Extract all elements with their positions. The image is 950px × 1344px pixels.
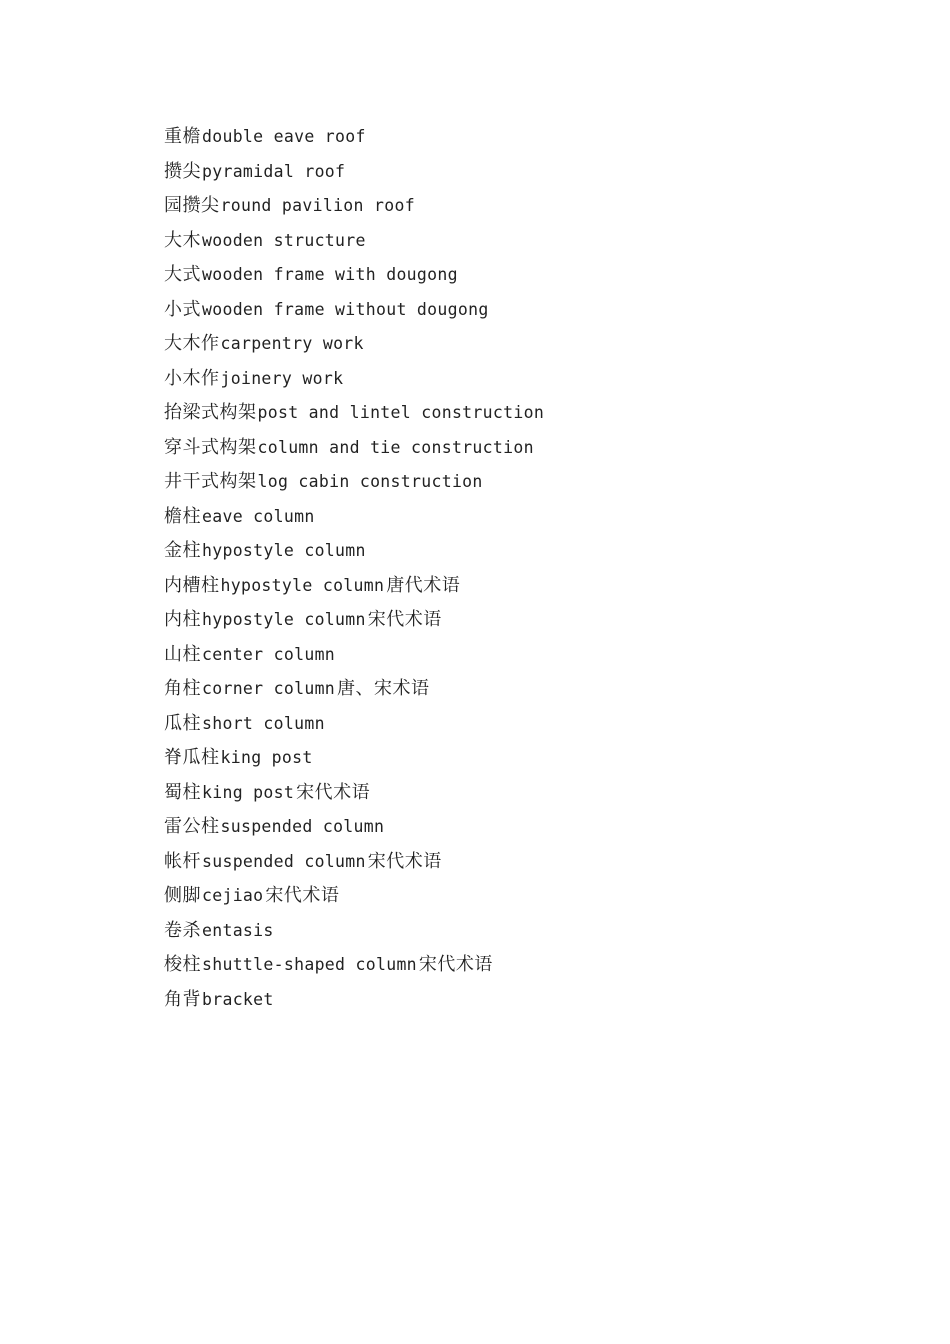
term-english: suspended column [220,817,385,836]
term-chinese: 雷公柱 [164,816,220,837]
term-chinese: 卷杀 [164,919,201,941]
term-chinese: 侧脚 [164,885,201,906]
term-english: wooden structure [202,230,366,250]
term-chinese: 瓜柱 [164,712,201,734]
term-chinese: 井干式构架 [164,471,257,492]
term-english: suspended column [202,851,366,871]
glossary-entry [164,812,546,847]
term-note: 唐代术语 [386,574,461,596]
term-english: post and lintel construction [257,403,545,422]
glossary-entry [164,916,546,951]
term-english: short column [202,713,325,733]
term-english: bracket [202,989,274,1009]
term-english: corner column [202,679,336,698]
term-chinese: 梭柱 [164,954,201,975]
term-chinese: 角背 [164,988,201,1010]
term-english: column and tie construction [257,437,534,457]
glossary-entry [164,847,546,882]
glossary-entry [164,226,546,261]
term-chinese: 檐柱 [164,505,201,527]
term-chinese: 蜀柱 [164,781,201,803]
term-chinese: 山柱 [164,643,201,665]
term-chinese: 金柱 [164,540,201,561]
term-chinese: 小木作 [164,367,220,389]
term-note: 唐、宋术语 [337,678,430,699]
term-chinese: 穿斗式构架 [164,436,257,458]
term-english: eave column [202,506,315,526]
term-english: double eave roof [202,127,366,146]
term-chinese: 小式 [164,298,201,320]
glossary-entry [164,985,546,1020]
glossary-entry [164,122,546,157]
term-english: wooden frame with dougong [202,265,458,284]
glossary-entry [164,571,546,606]
term-chinese: 重檐 [164,126,201,147]
term-chinese: 内槽柱 [164,574,220,596]
term-english: entasis [202,920,274,940]
term-english: cejiao [202,886,264,905]
glossary-entry [164,709,546,744]
glossary-entry [164,467,546,502]
term-chinese: 角柱 [164,678,201,699]
term-english: shuttle-shaped column [202,955,417,974]
term-chinese: 内柱 [164,609,201,630]
glossary-entry [164,433,546,468]
glossary-list [164,122,546,1019]
term-english: carpentry work [220,334,364,353]
glossary-entry [164,398,546,433]
term-english: pyramidal roof [202,161,346,181]
glossary-entry [164,536,546,571]
glossary-entry [164,640,546,675]
glossary-entry [164,674,546,709]
term-chinese: 大式 [164,264,201,285]
term-chinese: 大木作 [164,333,220,354]
term-english: center column [202,644,336,664]
term-english: king post [220,748,313,767]
term-english: round pavilion roof [220,196,415,215]
term-note: 宋代术语 [296,781,371,803]
term-chinese: 抬梁式构架 [164,402,257,423]
glossary-entry [164,260,546,295]
term-english: joinery work [220,368,344,388]
term-chinese: 脊瓜柱 [164,747,220,768]
term-english: king post [202,782,295,802]
term-chinese: 大木 [164,229,201,251]
term-chinese: 攒尖 [164,160,201,182]
glossary-entry [164,329,546,364]
glossary-entry [164,364,546,399]
glossary-entry [164,778,546,813]
term-chinese: 帐杆 [164,850,201,872]
glossary-entry [164,605,546,640]
term-english: hypostyle column [202,541,366,560]
glossary-entry [164,881,546,916]
term-note: 宋代术语 [418,954,493,975]
glossary-entry [164,295,546,330]
glossary-entry [164,191,546,226]
term-note: 宋代术语 [265,885,340,906]
glossary-entry [164,950,546,985]
term-note: 宋代术语 [367,609,442,630]
glossary-entry [164,502,546,537]
term-english: hypostyle column [202,610,366,629]
glossary-entry [164,157,546,192]
term-english: hypostyle column [220,575,385,595]
glossary-entry [164,743,546,778]
term-chinese: 园攒尖 [164,195,220,216]
term-note: 宋代术语 [367,850,442,872]
term-english: wooden frame without dougong [202,299,489,319]
term-english: log cabin construction [257,472,483,491]
